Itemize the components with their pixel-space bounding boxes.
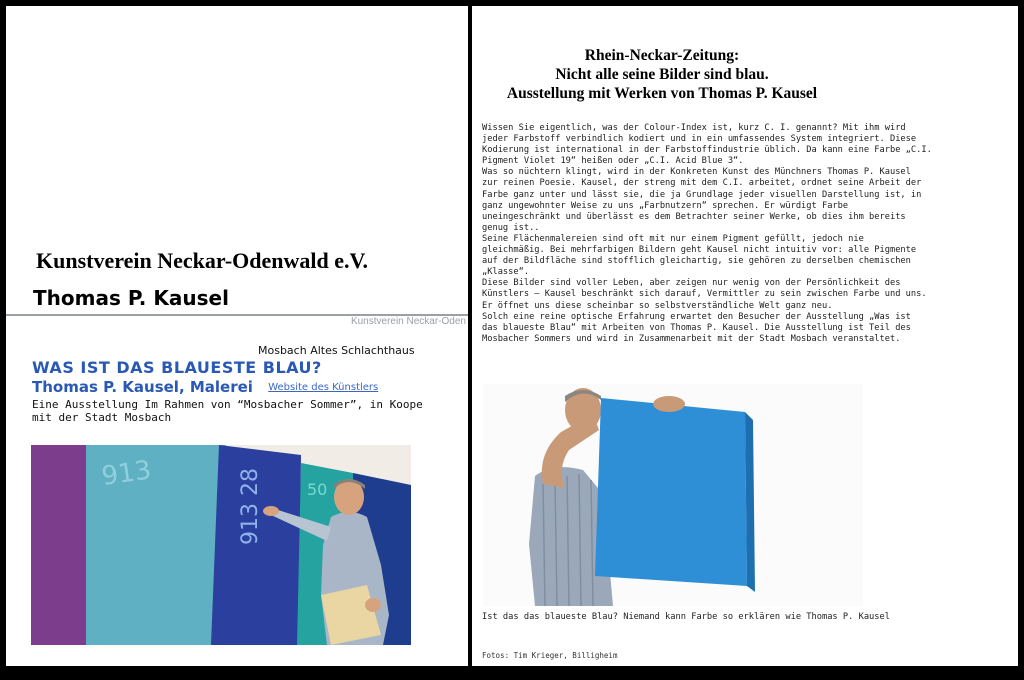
- article-title: [472, 46, 852, 103]
- organization-name: Kunstverein Neckar-Odenwald e.V.: [36, 248, 369, 273]
- article-line: „Klasse“.: [482, 267, 530, 278]
- painting-mark-3: 50: [307, 480, 328, 499]
- article-line: gleichmäßig. Bei mehrfarbigen Bildern geht Kausel nicht intuitiv vor: alle Pigmente: [482, 245, 917, 256]
- photo-credits: Fotos: Tim Krieger, Billigheim: [482, 651, 618, 660]
- article-line: Er öffnet uns diese scheinbar so selbstverständliche Welt ganz neu.: [482, 300, 833, 311]
- exhibition-description-line-2: mit der Stadt Mosbach: [32, 411, 172, 424]
- article-line: Was so nüchtern klingt, wird in der Konkreten Kunst des Münchners Thomas P. Kausel: [482, 167, 911, 178]
- right-panel: [472, 6, 1018, 666]
- article-line: uneingeschränkt und überlässt es dem Betrachter seiner Werke, ob dies ihm bereits: [482, 211, 906, 222]
- site-label: Kunstverein Neckar-Oden: [350, 316, 466, 327]
- exhibition-headline: WAS IST DAS BLAUESTE BLAU?: [32, 358, 322, 377]
- article-line: ganz ungewohnter Weise zu uns „Farbnutzern“ sprechen. Er würdigt Farbe: [482, 200, 849, 211]
- article-line: Seine Flächenmalereien sind oft mit nur einem Pigment gefüllt, jedoch nie: [482, 233, 864, 244]
- article-line: Wissen Sie eigentlich, was der Colour-Index ist, kurz C. I. genannt? Mit ihm wird: [482, 123, 906, 133]
- exhibition-description-line-1: Eine Ausstellung Im Rahmen von “Mosbacher Sommer”, in Koope: [32, 398, 423, 411]
- venue-text: Mosbach Altes Schlachthaus: [258, 344, 415, 357]
- title-line-1: Rhein-Neckar-Zeitung:: [584, 47, 740, 64]
- painting-mark-2: 913 28: [238, 468, 263, 545]
- article-line: Farbe ganz unter und lässt sie, die ja Grundlage jeder visuellen Darstellung ist, in: [482, 189, 922, 200]
- title-line-3: Ausstellung mit Werken von Thomas P. Kausel: [506, 85, 818, 102]
- article-line: Mosbacher Sommers und wird in Zusammenarbeit mit der Stadt Mosbach veranstaltet.: [482, 333, 901, 344]
- article-line: Künstlers – Kausel beschränkt sich darauf, Vermittler zu sein zwischen Farbe und uns.: [482, 289, 927, 300]
- artist-with-paintings-photo: [31, 445, 411, 645]
- article-line: jeder Farbstoff verbindlich kodiert und in ein umfassendes System integriert. Diese: [482, 134, 917, 145]
- subheadline-text: Thomas P. Kausel, Malerei: [32, 378, 253, 396]
- article-line: Kodierung ist international in der Farbstoffindustrie üblich. Da kann eine Farbe „C.I.: [482, 145, 932, 156]
- article-body: [482, 123, 982, 345]
- article-line: genug ist..: [482, 222, 540, 233]
- exhibition-subheadline: [32, 378, 378, 396]
- article-line: zur reinen Poesie. Kausel, der streng mit dem C.I. arbeitet, ordnet seine Arbeit der: [482, 178, 922, 189]
- artist-name: Thomas P. Kausel: [33, 286, 229, 310]
- article-line: das blaueste Blau“ mit Arbeiten von Thomas P. Kausel. Die Ausstellung ist Teil des: [482, 322, 911, 333]
- artist-website-link[interactable]: Website des Künstlers: [268, 382, 379, 393]
- painting-mark-1: 913: [99, 455, 154, 492]
- artist-holding-blue-canvas-photo: [483, 384, 863, 606]
- left-panel: [6, 6, 468, 666]
- article-line: Pigment Violet 19“ heißen oder „C.I. Acid Blue 3“.: [482, 156, 744, 167]
- article-line: auf der Bildfläche sind stofflich gleichartig, sie gehören zu derselben chemischen: [482, 256, 911, 267]
- article-line: Solch eine reine optische Erfahrung erwartet den Besucher der Ausstellung „Was ist: [482, 311, 911, 322]
- photo-caption: Ist das das blaueste Blau? Niemand kann Farbe so erklären wie Thomas P. Kausel: [482, 612, 890, 622]
- title-line-2: Nicht alle seine Bilder sind blau.: [555, 66, 769, 83]
- article-line: Diese Bilder sind voller Leben, aber zeigen nur wenig von der Persönlichkeit des: [482, 278, 901, 289]
